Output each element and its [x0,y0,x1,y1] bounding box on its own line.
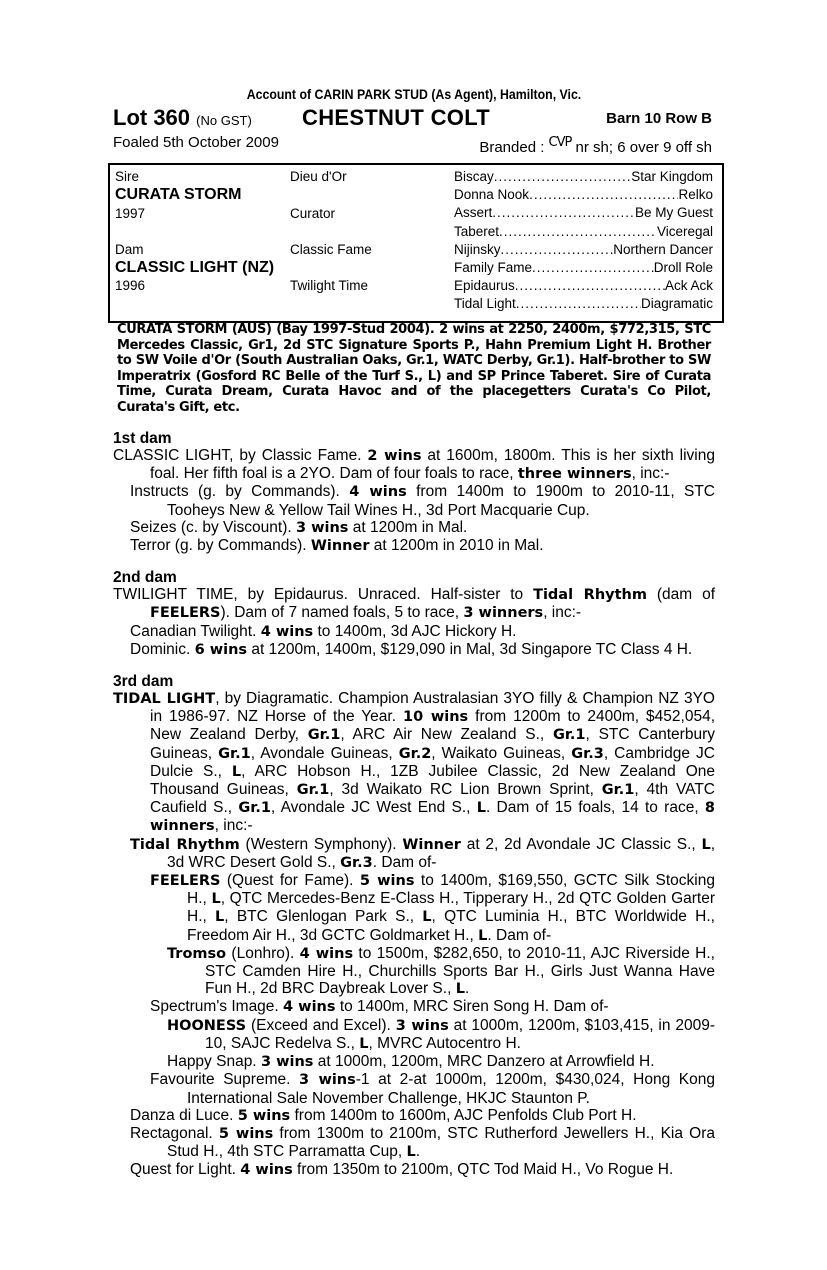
family-entry [113,537,715,555]
family-body [113,430,715,1180]
sire-summary: CURATA STORM (AUS) (Bay 1997-Stud 2004). 2 wins at 2250, 2400m, $772,315, STC Mercedes Classic, Gr1, 2d STC Signature Sports P., Hahn Premium Light H. Brother to SW Voile d'Or (South Australian Oaks, Gr.1, WATC Derby, Gr.1). Half-brother to SW Imperatrix (Gosford RC Belle of the Turf S., L) and SP Prince Taberet. Sire of Curata Time, Curata Dream, Curata Havoc and of the placegetters Curata's Co Pilot, Curata's Gift, etc. [117,322,711,415]
dam-year: 1996 [115,278,146,293]
bold-text: 5 wins [359,873,415,890]
bold-text: 4 wins [283,999,336,1016]
family-entry [113,641,715,659]
text-run: , inc:- [631,465,670,483]
family-entry [113,690,715,836]
bold-text: 3 wins [299,1072,356,1089]
family-entry [113,1071,715,1106]
leader-dots [529,187,678,202]
bold-text: L [455,981,465,998]
text-run: , QTC Mercedes-Benz E-Class H., Tipperary H., 2d QTC Golden Garter H., [187,890,715,926]
text-run: , Waikato Guineas, [431,744,572,762]
text-run: to 1400m, MRC Siren Song H. Dam of- [335,998,609,1016]
text-run: (Western Symphony). [239,835,403,853]
text-run: from 1300m to 2100m, STC Rutherford Jewellers H., Kia Ora Stud H., 4th STC Parramatta Cup, [167,1124,715,1161]
grandparent-sire: Ack Ack [664,278,713,294]
family-entry [113,1107,715,1125]
family-entry [113,623,715,641]
leader-dots [492,205,635,220]
leader-dots [499,224,657,239]
family-entry [113,836,715,872]
grandparent-row [454,260,713,275]
text-run: (Exceed and Excel). [246,1016,396,1034]
text-run: , 3d WRC Desert Gold S., [167,835,715,871]
leader-dots [494,169,631,184]
grandparent-name: Biscay [454,169,494,184]
catalogue-page [113,84,716,1179]
grandparent-row [454,242,713,257]
section-heading: 1st dam [113,430,172,447]
text-run: Canadian Twilight. [130,622,261,640]
grandparent-row [454,187,713,202]
bold-text: 4 wins [349,484,407,501]
sire-year: 1997 [115,206,146,221]
bold-text: HOONESS [167,1017,247,1034]
grandparent-sire: Be My Guest [634,205,713,221]
text-run: Danza di Luce. [130,1106,238,1124]
section-heading: 2nd dam [113,569,177,587]
text-run: TWILIGHT TIME, by Epidaurus. Unraced. Half-sister to [113,586,534,604]
bold-text: L [701,836,711,853]
family-entry [113,483,715,518]
grandparent-row [454,169,713,184]
bold-text: 4 wins [240,1162,293,1179]
text-run: at 1200m, 1400m, $129,090 in Mal, 3d Singapore TC Class 4 H. [247,640,693,658]
family-entry [113,872,715,945]
text-run: ). Dam of 7 named foals, 5 to race, [220,604,464,622]
lot-number [113,105,252,131]
bold-text: Tromso [167,945,227,962]
grandparent-sire: Star Kingdom [631,169,713,184]
pedigree-table [108,163,724,323]
text-run: , BTC Glenlogan Park S., [224,908,423,926]
text-run: to 1400m, $169,550, GCTC Silk Stocking H., [187,872,715,908]
bold-text: L [422,909,432,926]
text-run: to 1400m, 3d AJC Hickory H. [313,622,517,640]
bold-text: 4 wins [299,945,354,962]
lot-label: Lot 360 [113,105,191,130]
gst-note: (No GST) [196,113,252,128]
text-run: from 1350m to 2100m, QTC Tod Maid H., Vo Rogue H. [292,1161,674,1179]
grandparent-name: Donna Nook [454,187,530,203]
text-run: Quest for Light. [130,1161,241,1179]
text-run: (dam of [647,586,716,604]
bold-text: L [211,891,221,908]
grandparent-row [454,205,713,220]
branded-label: Branded : [479,139,545,156]
grandparent-sire: Droll Role [653,260,713,275]
text-run: , MVRC Autocentro H. [368,1034,521,1052]
sire-dam: Curator [290,206,336,221]
sire-name: CURATA STORM [115,186,242,203]
bold-text: Gr.1 [552,727,586,744]
text-run: at 1200m in Mal. [348,518,468,536]
text-run: . Dam of- [487,926,552,944]
text-run: Rectagonal. [130,1124,219,1142]
text-run: , STC Canterbury Guineas, [150,726,715,762]
text-run: Instructs (g. by Commands). [130,483,350,501]
bold-text: 10 wins [402,709,469,726]
foaled-line [113,132,715,154]
text-run: , 4th VATC Caufield S., [150,781,716,817]
text-run: Dominic. [130,640,195,658]
bold-text: 5 wins [237,1107,291,1124]
grandparent-sire: Viceregal [656,223,713,239]
family-entry [113,1161,715,1179]
bold-text: L [215,909,225,926]
vendor-account: Account of CARIN PARK STUD (As Agent), Hamilton, Vic. [246,86,582,102]
bold-text: Gr.2 [398,745,432,762]
colour-sex: CHESTNUT COLT [302,105,491,130]
bold-text: TIDAL LIGHT [113,691,216,708]
text-run: , by Diagramatic. Champion Australasian 3YO filly & Champion NZ 3YO in 1986-97. NZ Horse of the Year. [150,690,715,726]
bold-text: Tidal Rhythm [533,587,647,604]
bold-text: L [406,1144,416,1161]
grandparent-name: Assert [454,205,493,221]
bold-text: Gr.1 [218,745,251,762]
text-run: from 1400m to 1600m, AJC Penfolds Club Port H. [290,1106,637,1124]
text-run: Spectrum's Image. [150,998,284,1016]
bold-text: 5 wins [218,1125,274,1142]
text-run: , inc:- [214,817,253,835]
text-run: Favourite Supreme. [150,1071,300,1089]
bold-text: FEELERS [150,873,221,890]
text-run: at 1200m in 2010 in Mal. [369,537,544,555]
dam-label: Dam [115,242,144,257]
grandparent-name: Taberet [454,223,500,239]
grandparent-name: Nijinsky [454,241,501,257]
text-run: CLASSIC LIGHT, by Classic Fame. [113,447,368,464]
sire-sire: Dieu d'Or [290,169,347,184]
bold-text: L [359,1035,369,1052]
branded-text: nr sh; 6 over 9 off sh [575,139,712,156]
text-run: . Dam of 15 foals, 14 to race, [486,799,705,817]
leader-dots [516,296,641,311]
bold-text: three winners [517,466,632,483]
family-entry [113,519,715,537]
grandparent-name: Tidal Light [454,296,516,312]
bold-text: L [231,763,242,780]
text-run: at 1000m, 1200m, $103,415, in 2009-10, SAJC Redelva S., [205,1016,715,1052]
dam-name: CLASSIC LIGHT (NZ) [115,259,275,276]
dam-dam: Twilight Time [290,278,369,293]
grandparent-row [454,278,713,293]
text-run: at 2, 2d Avondale JC Classic S., [460,835,702,853]
text-run: , Avondale JC West End S., [270,799,477,817]
family-entry [113,586,715,622]
text-run: from 1400m to 1900m to 2010-11, STC Tooheys New & Yellow Tail Wines H., 3d Port Macquarie Cup. [167,483,715,519]
bold-text: 3 wins [260,1054,314,1071]
bold-text: Winner [402,836,461,853]
leader-dots [515,278,665,293]
bold-text: 3 winners [463,605,544,622]
bold-text: L [476,800,486,817]
text-run: , inc:- [543,604,582,622]
brand-mark-icon: CVP [548,135,572,150]
text-run: Terror (g. by Commands). [130,537,311,555]
text-run: , Cambridge JC Dulcie S., [150,744,715,780]
foaled-date: Foaled 5th October 2009 [113,134,279,151]
grandparent-sire: Northern Dancer [613,241,713,257]
bold-text: 4 wins [260,623,314,640]
text-run: , 3d Waikato RC Lion Brown Sprint, [329,781,602,799]
bold-text: Gr.1 [601,782,635,799]
text-run: to 1500m, $282,650, to 2010-11, AJC Riverside H., STC Camden Hire H., Churchills Sports Bar H., Girls Just Wanna Have Fun H., 2d BRC Daybreak Lover S., [205,944,715,998]
grandparent-name: Family Fame [454,260,533,275]
text-run: , Avondale Guineas, [250,744,399,762]
bold-text: Winner [310,538,370,555]
bold-text: Gr.1 [296,782,330,799]
bold-text: Tidal Rhythm [130,836,240,853]
bold-text: L [478,927,488,944]
bold-text: 2 wins [367,448,422,464]
text-run: , ARC Hobson H., 1ZB Jubilee Classic, 2d New Zealand One Thousand Guineas, [150,762,715,799]
section-heading: 3rd dam [113,673,174,691]
sire-label: Sire [115,169,140,184]
text-run: . [464,980,470,998]
grandparent-name: Epidaurus [454,278,515,294]
lot-line [113,105,715,132]
text-run: Happy Snap. [167,1053,261,1071]
text-run: (Lonhro). [226,944,300,962]
text-run: from 1200m to 2400m, $452,054, New Zealand Derby, [150,708,716,744]
brand-info [479,132,712,159]
family-entry [113,1017,715,1053]
text-run: (Quest for Fame). [220,872,360,890]
grandparent-sire: Diagramatic [640,296,713,312]
bold-text: 8 winners [150,800,715,835]
family-entry [113,1053,715,1071]
bold-text: Gr.1 [238,800,271,817]
bold-text: Gr.3 [340,854,373,871]
leader-dots [532,260,654,275]
text-run: Seizes (c. by Viscount). [130,518,296,536]
bold-text: Gr.1 [307,727,341,744]
bold-text: Gr.3 [571,745,604,762]
family-entry [113,1125,715,1161]
text-run: at 1600m, 1800m. This is her sixth living foal. Her fifth foal is a 2YO. Dam of four foals to race, [150,447,715,483]
dam-sire: Classic Fame [290,242,372,257]
grandparent-row [454,224,713,239]
text-run: , ARC Air New Zealand S., [340,726,553,744]
text-run: -1 at 2-at 1000m, 1200m, $430,024, Hong Kong International Sale November Challenge, HKJC Staunton P. [187,1071,715,1107]
family-entry [113,998,715,1016]
family-entry [113,945,715,999]
bold-text: 3 wins [295,519,349,536]
grandparent-sire: Relko [678,187,713,203]
bold-text: 3 wins [395,1017,449,1034]
text-run: . [415,1143,421,1161]
bold-text: FEELERS [150,605,221,622]
bold-text: 6 wins [194,641,248,658]
leader-dots [501,242,614,257]
text-run: at 1000m, 1200m, MRC Danzero at Arrowfield H. [313,1053,655,1071]
text-run: , QTC Luminia H., BTC Worldwide H., Freedom Air H., 3d GCTC Goldmarket H., [187,908,715,944]
barn-location: Barn 10 Row B [606,110,712,127]
grandparent-row [454,296,713,311]
family-entry [113,447,715,483]
text-run: . Dam of- [372,853,437,871]
